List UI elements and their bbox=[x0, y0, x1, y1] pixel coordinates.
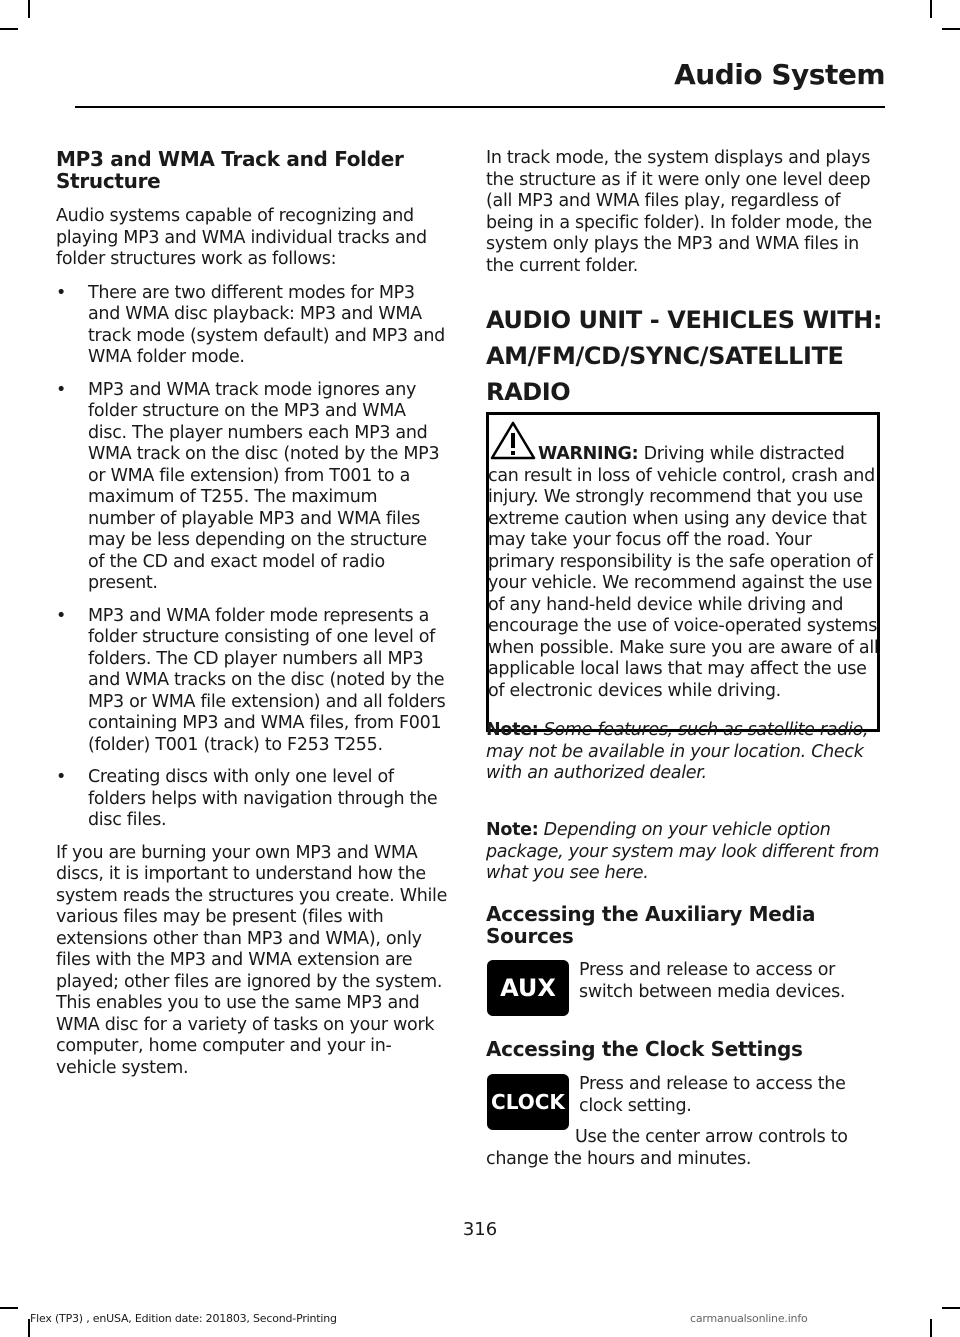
note-2: Note: Depending on your vehicle option package, your system may look different from what you see here. bbox=[486, 820, 880, 883]
aux-heading: Accessing the Auxiliary Media Sources bbox=[486, 902, 816, 948]
warning-text: WARNING: Driving while distracted can result in loss of vehicle control, crash and injury. We strongly recommend that you use extreme caution when using any device that may take your focus off the road. Your primary responsibility is the safe operation of your vehicle. We recommend against the use of any hand-held device while driving and encourage the use of voice-operated systems when possible. Make sure you are aware of all applicable local laws that may affect the use of electronic devices while driving. bbox=[488, 444, 879, 701]
watermark: carmanualsonline.info bbox=[690, 1312, 808, 1325]
list-item: • MP3 and WMA folder mode represents a folder structure consisting of one level of folders. The CD player numbers all MP3 and WMA tracks on the disc (noted by the MP3 or WMA file extension) and all folders containing MP3 and WMA files, from F001 (folder) T001 (track) to F253 T255. bbox=[56, 606, 448, 757]
crop-mark bbox=[0, 28, 18, 30]
crop-mark bbox=[28, 0, 30, 18]
clock-instructions: Use the center arrow controls to change the hours and minutes. bbox=[486, 1127, 848, 1169]
closing-paragraph: If you are burning your own MP3 and WMA discs, it is important to understand how the system reads the structures you create. While various files may be present (files with extensions other than MP3 and WMA), only files with the MP3 and WMA extension are played; other files are ignored by the system. This enables you to use the same MP3 and WMA disc for a variety of tasks on your work computer, home computer and your in-vehicle system. bbox=[56, 842, 448, 1078]
page-number: 316 bbox=[462, 1219, 498, 1240]
clock-heading: Accessing the Clock Settings bbox=[486, 1037, 803, 1061]
list-item: • Creating discs with only one level of folders helps with navigation through the disc files. bbox=[56, 767, 448, 832]
footer-edition: Flex (TP3) , enUSA, Edition date: 201803, Second-Printing bbox=[30, 1312, 337, 1325]
intro-paragraph: Audio systems capable of recognizing and playing MP3 and WMA individual tracks and folder structures work as follows: bbox=[56, 206, 427, 269]
crop-mark bbox=[942, 28, 960, 30]
crop-mark bbox=[930, 0, 932, 18]
clock-description: Press and release to access the clock setting. bbox=[579, 1074, 846, 1116]
header-rule bbox=[75, 106, 885, 108]
clock-button[interactable]: CLOCK bbox=[487, 1074, 569, 1130]
left-column bbox=[56, 148, 448, 1079]
section-title: Audio System bbox=[674, 58, 885, 91]
note-1: Note: Some features, such as satellite radio, may not be available in your location. Check with an authorized dealer. bbox=[486, 720, 869, 783]
audio-unit-heading: AUDIO UNIT - VEHICLES WITH: AM/FM/CD/SYNC/SATELLITE RADIO bbox=[486, 306, 883, 406]
aux-button[interactable]: AUX bbox=[487, 960, 569, 1016]
mode-bullet-list bbox=[56, 283, 448, 832]
aux-description: Press and release to access or switch between media devices. bbox=[579, 960, 846, 1002]
crop-mark bbox=[942, 1307, 960, 1309]
crop-mark bbox=[930, 1319, 932, 1337]
list-item: • MP3 and WMA track mode ignores any folder structure on the MP3 and WMA disc. The player numbers each MP3 and WMA track on the disc (noted by the MP3 or WMA file extension) from T001 to a maximum of T255. The maximum number of playable MP3 and WMA files may be less depending on the structure of the CD and exact model of radio present. bbox=[56, 380, 448, 595]
list-item: • There are two different modes for MP3 and WMA disc playback: MP3 and WMA track mode (system default) and MP3 and WMA folder mode. bbox=[56, 283, 448, 369]
track-mode-paragraph: In track mode, the system displays and plays the structure as if it were only one level deep (all MP3 and WMA files play, regardless of being in a specific folder). In folder mode, the system only plays the MP3 and WMA files in the current folder. bbox=[486, 148, 872, 276]
mp3-heading: MP3 and WMA Track and Folder Structure bbox=[56, 147, 404, 193]
crop-mark bbox=[0, 1307, 18, 1309]
warning-label: WARNING: bbox=[538, 444, 639, 464]
